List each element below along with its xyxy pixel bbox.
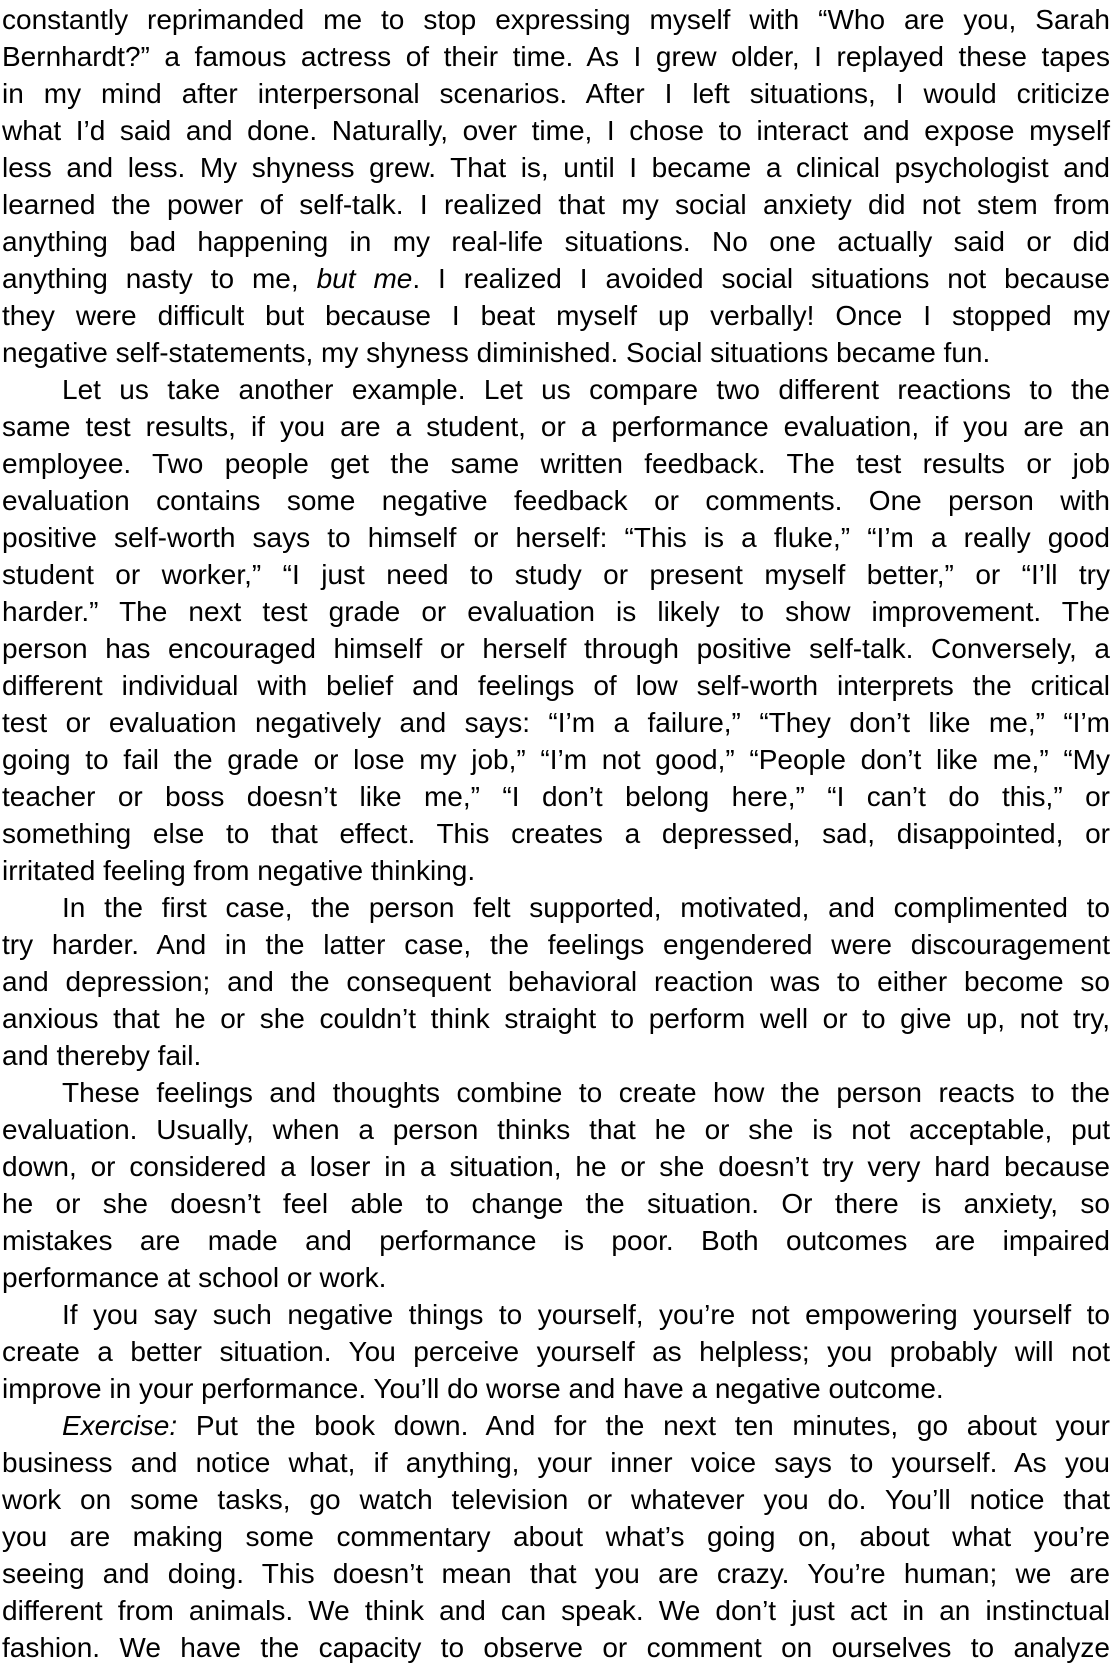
text-line	[2, 593, 1110, 630]
text-segment: he or she doesn’t feel able to change the situation. Or there is anxiety, so	[2, 1188, 1110, 1219]
text-line	[2, 1555, 1110, 1592]
text-line	[2, 963, 1110, 1000]
text-segment: employee. Two people get the same written feedback. The test results or job	[2, 448, 1110, 479]
text-line	[2, 741, 1110, 778]
text-line	[2, 1407, 1110, 1444]
text-line	[2, 1370, 1110, 1407]
text-segment: you are making some commentary about what’s going on, about what you’re	[2, 1521, 1110, 1552]
text-segment: Let us take another example. Let us compare two different reactions to the	[62, 374, 1110, 405]
text-line	[2, 1481, 1110, 1518]
text-line	[2, 149, 1110, 186]
text-line	[2, 1, 1110, 38]
text-segment: seeing and doing. This doesn’t mean that you are crazy. You’re human; we are	[2, 1558, 1110, 1589]
italic-text-segment: Exercise:	[62, 1410, 178, 1441]
text-segment: test or evaluation negatively and says: “I’m a failure,” “They don’t like me,” “I’m	[2, 707, 1110, 738]
text-line	[2, 1185, 1110, 1222]
text-segment: improve in your performance. You’ll do worse and have a negative outcome.	[2, 1373, 944, 1404]
text-line	[2, 482, 1110, 519]
text-segment: performance at school or work.	[2, 1262, 387, 1293]
text-line	[2, 1444, 1110, 1481]
text-segment: Bernhardt?” a famous actress of their time. As I grew older, I replayed these tapes	[2, 41, 1110, 72]
text-segment: constantly reprimanded me to stop expressing myself with “Who are you, Sarah	[2, 4, 1110, 35]
paragraph	[2, 1, 1110, 371]
text-segment: irritated feeling from negative thinking.	[2, 855, 476, 886]
text-line	[2, 297, 1110, 334]
text-segment: fashion. We have the capacity to observe or comment on ourselves to analyze	[2, 1632, 1110, 1663]
text-line	[2, 112, 1110, 149]
paragraph	[2, 371, 1110, 889]
text-segment: student or worker,” “I just need to study or present myself better,” or “I’ll try	[2, 559, 1110, 590]
text-segment: something else to that effect. This creates a depressed, sad, disappointed, or	[2, 818, 1110, 849]
text-line	[2, 186, 1110, 223]
text-line	[2, 852, 1110, 889]
text-line	[2, 1518, 1110, 1555]
text-segment: . I realized I avoided social situations not because	[412, 263, 1110, 294]
text-line	[2, 38, 1110, 75]
text-segment: anxious that he or she couldn’t think straight to perform well or to give up, not try,	[2, 1003, 1110, 1034]
text-segment: teacher or boss doesn’t like me,” “I don’t belong here,” “I can’t do this,” or	[2, 781, 1110, 812]
text-line	[2, 889, 1110, 926]
text-line	[2, 1296, 1110, 1333]
text-line	[2, 519, 1110, 556]
text-segment: anything nasty to me,	[2, 263, 317, 294]
text-segment: down, or considered a loser in a situation, he or she doesn’t try very hard because	[2, 1151, 1110, 1182]
text-segment: what I’d said and done. Naturally, over time, I chose to interact and expose myself	[2, 115, 1110, 146]
text-segment: If you say such negative things to yourself, you’re not empowering yourself to	[62, 1299, 1110, 1330]
text-line	[2, 1148, 1110, 1185]
text-line	[2, 408, 1110, 445]
text-line	[2, 1000, 1110, 1037]
paragraph	[2, 1407, 1110, 1666]
text-segment: less and less. My shyness grew. That is, until I became a clinical psychologist and	[2, 152, 1110, 183]
text-line	[2, 1333, 1110, 1370]
text-segment: same test results, if you are a student, or a performance evaluation, if you are an	[2, 411, 1110, 442]
text-segment: try harder. And in the latter case, the feelings engendered were discouragement	[2, 929, 1110, 960]
paragraph	[2, 889, 1110, 1074]
text-line	[2, 556, 1110, 593]
text-segment: positive self-worth says to himself or herself: “This is a fluke,” “I’m a really good	[2, 522, 1110, 553]
text-segment: evaluation. Usually, when a person thinks that he or she is not acceptable, put	[2, 1114, 1110, 1145]
text-segment: These feelings and thoughts combine to create how the person reacts to the	[62, 1077, 1110, 1108]
text-segment: person has encouraged himself or herself through positive self-talk. Conversely, a	[2, 633, 1110, 664]
text-line	[2, 1629, 1110, 1666]
text-segment: in my mind after interpersonal scenarios. After I left situations, I would criticize	[2, 78, 1110, 109]
text-segment: evaluation contains some negative feedback or comments. One person with	[2, 485, 1110, 516]
text-line	[2, 704, 1110, 741]
text-line	[2, 1074, 1110, 1111]
text-line	[2, 260, 1110, 297]
paragraph	[2, 1074, 1110, 1296]
text-line	[2, 1111, 1110, 1148]
text-segment: different from animals. We think and can speak. We don’t just act in an instinctual	[2, 1595, 1110, 1626]
text-line	[2, 223, 1110, 260]
text-segment: learned the power of self-talk. I realized that my social anxiety did not stem from	[2, 189, 1110, 220]
text-segment: In the first case, the person felt supported, motivated, and complimented to	[62, 892, 1110, 923]
text-content	[2, 1, 1110, 1666]
text-line	[2, 1592, 1110, 1629]
text-line	[2, 1259, 1110, 1296]
text-line	[2, 926, 1110, 963]
text-segment: going to fail the grade or lose my job,” “I’m not good,” “People don’t like me,” “My	[2, 744, 1110, 775]
text-line	[2, 334, 1110, 371]
paragraph	[2, 1296, 1110, 1407]
text-segment: harder.” The next test grade or evaluation is likely to show improvement. The	[2, 596, 1110, 627]
text-line	[2, 778, 1110, 815]
text-line	[2, 815, 1110, 852]
text-segment: negative self-statements, my shyness diminished. Social situations became fun.	[2, 337, 991, 368]
text-line	[2, 630, 1110, 667]
text-line	[2, 445, 1110, 482]
text-line	[2, 371, 1110, 408]
text-line	[2, 1222, 1110, 1259]
text-line	[2, 667, 1110, 704]
text-segment: different individual with belief and feelings of low self-worth interprets the critical	[2, 670, 1110, 701]
text-segment: anything bad happening in my real-life situations. No one actually said or did	[2, 226, 1110, 257]
text-segment: Put the book down. And for the next ten minutes, go about your	[177, 1410, 1110, 1441]
text-segment: create a better situation. You perceive yourself as helpless; you probably will not	[2, 1336, 1110, 1367]
text-segment: mistakes are made and performance is poor. Both outcomes are impaired	[2, 1225, 1110, 1256]
text-segment: work on some tasks, go watch television or whatever you do. You’ll notice that	[2, 1484, 1110, 1515]
text-line	[2, 1037, 1110, 1074]
text-line	[2, 75, 1110, 112]
text-segment: they were difficult but because I beat myself up verbally! Once I stopped my	[2, 300, 1110, 331]
italic-text-segment: but me	[316, 263, 413, 294]
text-segment: and depression; and the consequent behavioral reaction was to either become so	[2, 966, 1110, 997]
text-segment: business and notice what, if anything, your inner voice says to yourself. As you	[2, 1447, 1110, 1478]
text-segment: and thereby fail.	[2, 1040, 202, 1071]
